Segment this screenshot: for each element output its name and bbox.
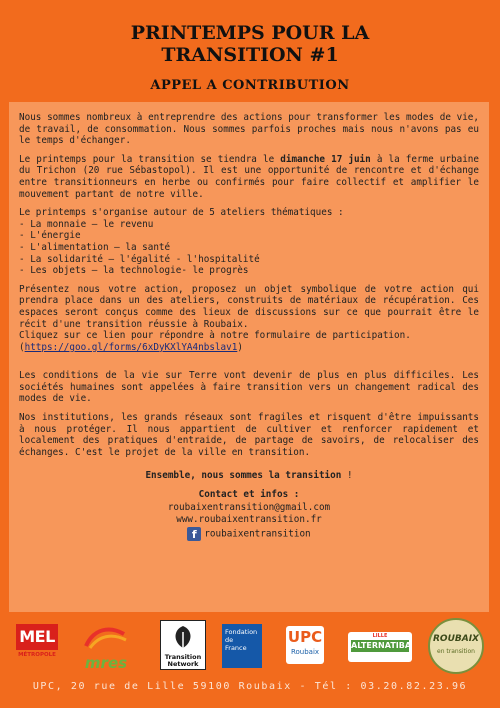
upc-roubaix-logo: UPC Roubaix — [286, 626, 324, 664]
list-item: - La solidarité – l'égalité - l'hospitalité — [19, 253, 260, 265]
mres-logo: mres — [80, 624, 132, 668]
leaf-icon — [169, 624, 197, 650]
list-item: - L'énergie — [19, 230, 81, 242]
conditions-paragraph: Les conditions de la vie sur Terre vont devenir de plus en plus difficiles. Les sociétés humaines sont appelées à faire transition vers un changement radical des modes de vie. — [19, 370, 479, 405]
page-title — [0, 22, 500, 66]
list-item: - Les objets – la technologie- le progrès — [19, 265, 249, 277]
transition-network-logo: Transition Network — [160, 620, 206, 670]
contact-website[interactable]: www.roubaixentransition.fr — [176, 514, 322, 526]
intro-paragraph: Nous sommes nombreux à entreprendre des actions pour transformer les modes de vie, de travail, de consommation. Nous sommes parfois proches mais nous n'avons pas eu le temps d'échanger. — [19, 112, 479, 147]
event-date: dimanche 17 juin — [280, 153, 371, 165]
form-link[interactable]: https://goo.gl/forms/6xDyKXlYA4nbslav1 — [24, 341, 238, 353]
ateliers-intro: Le printemps s'organise autour de 5 ateliers thématiques : — [19, 207, 344, 219]
link-intro: Cliquez sur ce lien pour répondre à notre formulaire de participation. — [19, 330, 411, 342]
contact-heading: Contact et infos : — [198, 489, 300, 501]
list-item: - L'alimentation – la santé — [19, 241, 171, 253]
partner-logos — [0, 618, 500, 674]
event-paragraph: Le printemps pour la transition se tiendra le dimanche 17 juin à la ferme urbaine du Trichon (20 rue Sébastopol). Il est une opportunité de rencontre et d'échange entre transitionneurs en herbe ou confirmés pour faire collectif et amplifier le mouvement partant de notre ville. — [19, 153, 479, 200]
slogan: Ensemble, nous sommes la transition ! — [145, 470, 353, 482]
list-item: - La monnaie – le revenu — [19, 218, 154, 230]
title-line-1: PRINTEMPS POUR LA — [130, 22, 370, 44]
contact-facebook[interactable] — [19, 527, 479, 541]
facebook-icon: f — [187, 527, 201, 541]
institutions-paragraph: Nos institutions, les grands réseaux sont fragiles et risquent d'être impuissants à nous protéger. Il nous appartient de cultiver et renforcer rapidement et localement des pratiques d'entraide, de partage de savoirs, de relocaliser des échanges. C'est le projet de la ville en transition. — [19, 412, 479, 458]
title-line-2: TRANSITION #1 — [161, 44, 339, 66]
page-subtitle: APPEL A CONTRIBUTION — [150, 78, 350, 93]
alternatiba-logo: LILLE ALTERNATIBA — [348, 632, 412, 662]
mres-swirl-icon — [80, 624, 132, 652]
contact-block — [19, 489, 479, 541]
roubaix-en-transition-logo: ROUBAIX en transition — [428, 618, 484, 674]
footer-address: UPC, 20 rue de Lille 59100 Roubaix - Tél : 03.20.82.23.96 — [32, 681, 468, 692]
content-box — [9, 102, 489, 612]
mel-logo: MEL MÉTROPOLE — [16, 624, 58, 664]
facebook-handle: roubaixentransition — [204, 528, 311, 540]
contact-email[interactable]: roubaixentransition@gmail.com — [167, 501, 331, 513]
contribution-paragraph: Présentez nous votre action, proposez un objet symbolique de votre action qui prendra place dans un des ateliers, construits de matériaux de récupération. Ces espaces seront conçus comme des lieux de discussions sur ce que pourrait être le récit d'une transition réussie à Roubaix. Cliquez sur ce lien pour répondre à notre formulaire de participation. (https://goo.gl/forms/6xDyKXlYA4nbslav1) — [19, 283, 479, 353]
ateliers-list — [19, 219, 479, 277]
fondation-de-france-logo: Fondation de France — [222, 624, 262, 668]
